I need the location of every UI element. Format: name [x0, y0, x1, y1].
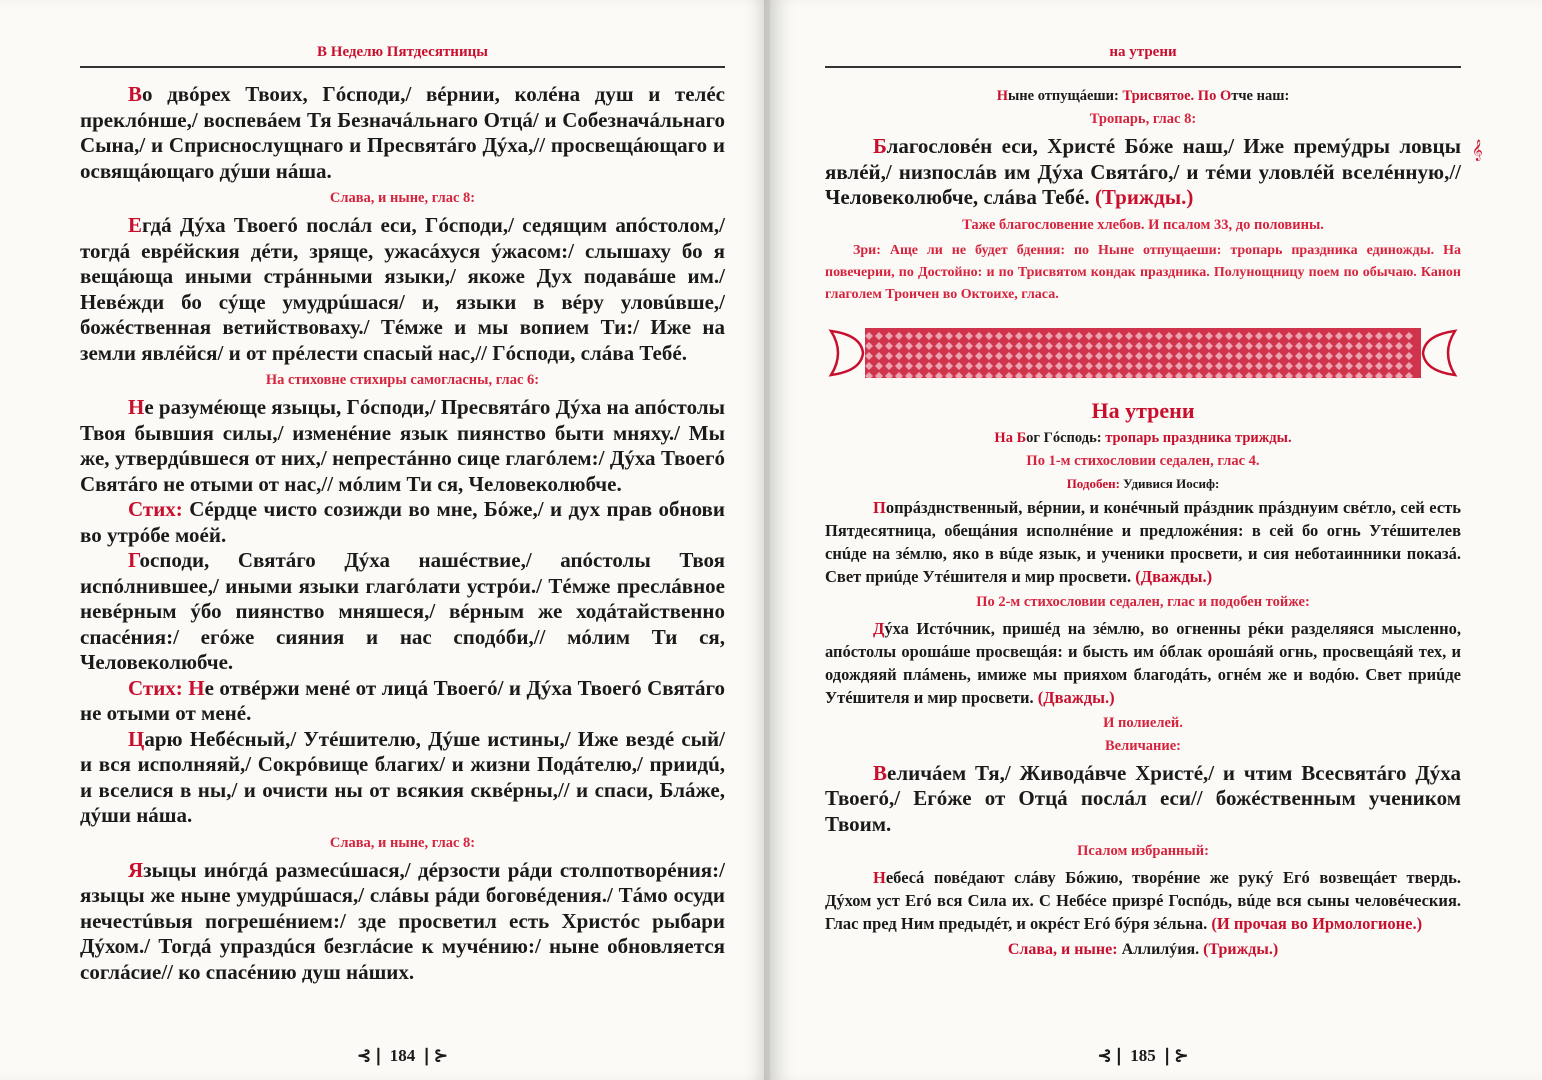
rubric-part: Подобен:	[1066, 475, 1124, 491]
verse-text: лагословéн еси, Христé Бóже наш,/ Иже премýдры ловцы явлéй,/ низпослáв им Дýха Святáго,/ и тéми уловлéй вселéнную,// Человеколюбче, слáва Тебé.	[825, 134, 1461, 209]
page-number-right	[825, 1046, 1461, 1066]
verse-paragraph	[80, 548, 725, 676]
rubric-part: ог Гóсподь:	[1026, 429, 1106, 446]
fleuron-icon: ❘⊱	[419, 1046, 448, 1065]
rubric-heading: Псалом избранный:	[1077, 843, 1209, 859]
red-initial: В	[128, 82, 143, 106]
verse-text: ýха Истóчник, пришéд на зéмлю, во огненны рéки разделяяся мысленно, апóстолы орошáше просвещáя: и бысть им óблак орошáяй огнь, просвещáяй тех, и одождяяй плáмень, имиже мы прияхом благодáть, огнéм же и водóю. Свет приúде Утéшителя и мир просвети.	[825, 618, 1461, 707]
left-page-body	[80, 82, 725, 985]
folio-number: 184	[389, 1046, 416, 1065]
verse-text: е разумéюще языцы, Гóсподи,/ Пресвятáго Дýха на апóстолы Твоя бывшия силы,/ изменéние язык пиянство быти мняху./ Мы же, утвердúвшеся от них,/ непрестáнно сице глагóлем:/ Дýха Твоегó Святáго не отыми от нас,// мóлим Ти ся, Человеколюбче.	[80, 395, 725, 496]
rubric-heading	[825, 476, 1461, 492]
rubric-heading	[825, 88, 1461, 105]
rubric-heading: На стиховне стихиры самогласны, глас 6:	[265, 372, 540, 388]
verse-text: арю Небéсный,/ Утéшителю, Дýше истины,/ Иже вездé сый/ и вся исполняяй,/ Сокрóвище благих/ и жизни Подáтелю,/ приидú, и вселися в ны,/ и очисти ны от всякия сквéрны,// и спаси, Блáже, дýши нáша.	[80, 726, 725, 827]
verse-text: ебесá повéдают слáву Бóжию, творéние же рукý Егó возвещáет твердь. Дýхом уст Егó вся Сила их. С Небéсе призрé Госпóдь, вúде вся сыны человéческия. Глас пред Ним предыдéт, и окрéст Егó бýря зéльна.	[825, 868, 1461, 933]
rubric-heading: Таже благословение хлебов. И псалом 33, до половины.	[962, 216, 1324, 233]
verse-text: зыцы инóгдá размесúшася,/ дéрзости рáди столпотворéния:/ языцы же ныне умудрúшася,/ слáвы рáди боговéдения./ Тáмо осуди нечестúвыя погрешéнием:/ зде просветил есть Христóс рыбари Дýхом./ Тогдá упраздúся безглáсие к мучéнию:/ ныне обновляется соглáсие// ко спасéнию душ нáших.	[80, 857, 725, 984]
header-rule-left	[80, 66, 725, 68]
rubric-note: (Трижды.)	[1089, 185, 1194, 209]
verse-paragraph	[80, 858, 725, 986]
closing-part: Слава, и ныне:	[1007, 941, 1122, 958]
verse-text: Сéрдце чисто созижди во мне, Бóже,/ и дух прав обнови во утрóбе моéй.	[80, 497, 725, 547]
rubric-part: тче наш:	[1231, 88, 1290, 104]
fleuron-icon: ⊰❘	[357, 1046, 386, 1065]
stich-verse	[80, 676, 725, 727]
stich-label: Стих:	[128, 675, 189, 700]
treble-clef-icon: 𝄞	[1472, 140, 1483, 160]
closing-part: Аллилýия.	[1121, 941, 1200, 958]
rubric-heading: Слава, и ныне, глас 8:	[329, 190, 476, 206]
running-head-left: В Неделю Пятдесятницы	[317, 44, 488, 60]
stich-label: Стих:	[128, 497, 190, 521]
rubric-part: тропарь праздника трижды.	[1105, 429, 1292, 446]
red-initial: Г	[128, 548, 140, 572]
verse-paragraph	[825, 866, 1461, 935]
verse-text: опрáзднственный, вéрнии, и конéчный прáздник прáзднуим свéтло, сей есть Пятдесятница, обещáния исполнéние и предложéния: в сей бо огнь Утéшителев снúде на зéмлю, якo в вúде язык, и ученики просвети, и сия неботаинники показá. Свет приúде Утéшителя и мир просвети.	[825, 497, 1461, 586]
verse-paragraph	[80, 727, 725, 829]
verse-paragraph	[825, 134, 1461, 211]
red-initial: Ц	[128, 726, 145, 751]
rubric-note: (Дважды.)	[1033, 687, 1115, 707]
closing-part: (Трижды.)	[1199, 941, 1279, 958]
red-initial: Н	[128, 395, 145, 419]
rubric-note: (И прочая во Ирмологионе.)	[1207, 914, 1423, 933]
stich-verse	[80, 497, 725, 548]
rubric-part: На	[994, 429, 1017, 446]
rubric-instruction: Зри: Аще ли не будет бдения: по Ныне отпущаеши: тропарь праздника единожды. На повечерии, по Достойно: и по Трисвятом кондак праздника. Полунощницу поем по обычаю. Канон глаголем Троичен во Октоихе, гласа.	[825, 242, 1461, 302]
header-rule-right	[825, 66, 1461, 68]
red-initial: Д	[873, 618, 885, 638]
closing-line	[825, 941, 1461, 959]
red-initial: Н	[188, 675, 205, 700]
red-initial: Е	[128, 213, 143, 237]
decorative-ornament-band	[825, 322, 1461, 384]
left-page	[0, 0, 770, 1080]
red-initial: Б	[873, 134, 887, 158]
rubric-part: Трисвятое. По	[1122, 88, 1220, 104]
rubric-part: ыне отпущáеши:	[1007, 88, 1123, 104]
rubric-heading: Слава, и ныне, глас 8:	[329, 834, 476, 851]
right-page	[770, 0, 1542, 1080]
verse-paragraph	[80, 395, 725, 497]
rubric-part: Б	[1016, 429, 1027, 446]
right-page-body	[825, 82, 1461, 965]
rubric-heading: Тропарь, глас 8:	[1089, 111, 1197, 127]
section-title: На утрени	[1091, 397, 1195, 423]
verse-text: о двóрех Твоих, Гóсподи,/ вéрнии, колéна душ и телéс преклóнше,/ воспевáем Тя Безначáльнаго Отцá/ и Собезначáльнаго Сына,/ и Сприснослущнаго и Пресвятáго Дýха,// просвещáющаго и освящáющаго дýши нáша.	[80, 82, 725, 183]
verse-text: гдá Дýха Твоегó послáл еси, Гóсподи,/ седящим апóстолом,/ тогдá еврéйския дéти, зрящe, ужасáхуся ýжасом:/ слышаху бо я вещáюща иными стрáнными языки,/ якоже Дух подавáше им./ Невéжди бо сýще умудрúшася/ и, языки в вéру уловúвше,/ божéственная ветийствоваху./ Тéмже и мы вопием Ти:/ Иже на земли явлéйся/ и от прéлести спасый нас,// Гóсподи, слáва Тебé.	[80, 213, 725, 365]
rubric-part: Н	[996, 88, 1008, 104]
verse-text: еличáем Тя,/ Живодáвче Христé,/ и чтим Всесвятáго Дýха Твоегó,/ Егóже от Отцá послáл еси// божéственным учеником Твоим.	[825, 760, 1461, 836]
red-initial: П	[873, 497, 886, 517]
red-initial: Я	[128, 857, 144, 882]
rubric-note: (Дважды.)	[1131, 566, 1213, 586]
verse-paragraph	[825, 761, 1461, 838]
verse-paragraph	[825, 617, 1461, 709]
red-initial: В	[873, 760, 888, 785]
verse-paragraph	[80, 82, 725, 184]
fleuron-icon: ❘⊱	[1160, 1046, 1189, 1065]
ornament-band	[825, 322, 1461, 384]
folio-number: 185	[1130, 1046, 1156, 1065]
verse-paragraph	[825, 496, 1461, 588]
fleuron-icon: ⊰❘	[1097, 1046, 1126, 1065]
red-initial: Н	[873, 868, 886, 887]
verse-text: осподи, Святáго Дýха нашéствие,/ апóстолы Твоя испóлнившее,/ иными языки глагóлати устрóи./ Тéмже преслáвное невéрным ýбо пиянство мняшеся,/ вéрным же ходáтайственно спасéния:/ егóже сияния и нас сподóби,// мóлим Ти ся, Человеколюбче.	[80, 548, 725, 674]
rubric-heading	[825, 430, 1461, 447]
verse-text: е отвéржи менé от лицá Твоегó/ и Дýха Твоегó Святáго не отыми от менé.	[80, 675, 726, 725]
rubric-heading: По 2-м стихословии седален, глас и подобен тойже:	[976, 593, 1310, 610]
rubric-heading: Величание:	[1105, 737, 1181, 754]
running-head-right: на утрени	[1109, 44, 1177, 60]
verse-paragraph	[80, 213, 725, 366]
rubric-heading: И полиелей.	[1103, 714, 1183, 731]
rubric-part: О	[1219, 88, 1232, 104]
page-number-left	[80, 1046, 725, 1066]
rubric-heading: По 1-м стихословии седален, глас 4.	[1026, 452, 1260, 469]
rubric-part: Удивися Иосиф:	[1123, 475, 1220, 491]
